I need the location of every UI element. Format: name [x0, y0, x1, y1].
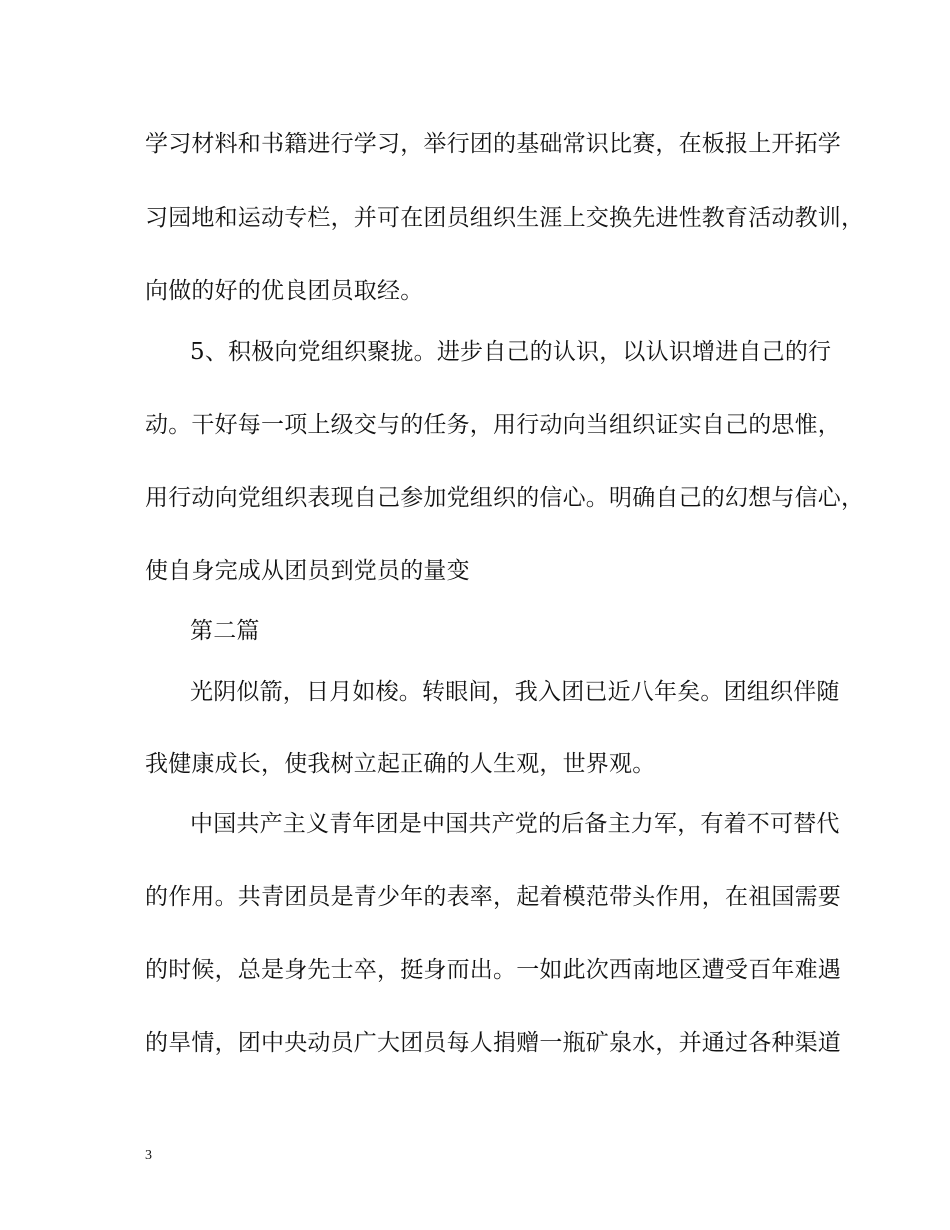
text-line: 的作用。共青团员是青少年的表率，起着模范带头作用，在祖国需要 [145, 884, 841, 910]
text-line: 使自身完成从团员到党员的量变 [145, 558, 470, 584]
text-line: 习园地和运动专栏，并可在团员组织生涯上交换先进性教育活动教训， [145, 205, 865, 231]
page-number: 3 [145, 1148, 152, 1163]
text-line: 中国共产主义青年团是中国共产党的后备主力军，有着不可替代 [190, 811, 840, 837]
text-line: 用行动向党组织表现自己参加党组织的信心。明确自己的幻想与信心， [145, 485, 865, 511]
text-line: 光阴似箭，日月如梭。转眼间，我入团已近八年矣。团组织伴随 [190, 679, 840, 705]
text-line: 5、积极向党组织聚拢。进步自己的认识，以认识增进自己的行 [190, 339, 832, 365]
section-heading: 第二篇 [190, 618, 260, 644]
text-line: 的旱情，团中央动员广大团员每人捐赠一瓶矿泉水，并通过各种渠道 [145, 1030, 841, 1056]
text-line: 的时候，总是身先士卒，挺身而出。一如此次西南地区遭受百年难遇 [145, 957, 841, 983]
text-line: 向做的好的优良团员取经。 [145, 278, 424, 304]
text-line: 我健康成长，使我树立起正确的人生观，世界观。 [145, 751, 656, 777]
text-line: 学习材料和书籍进行学习，举行团的基础常识比赛，在板报上开拓学 [145, 131, 841, 157]
text-line: 动。干好每一项上级交与的任务，用行动向当组织证实自己的思惟， [145, 412, 841, 438]
